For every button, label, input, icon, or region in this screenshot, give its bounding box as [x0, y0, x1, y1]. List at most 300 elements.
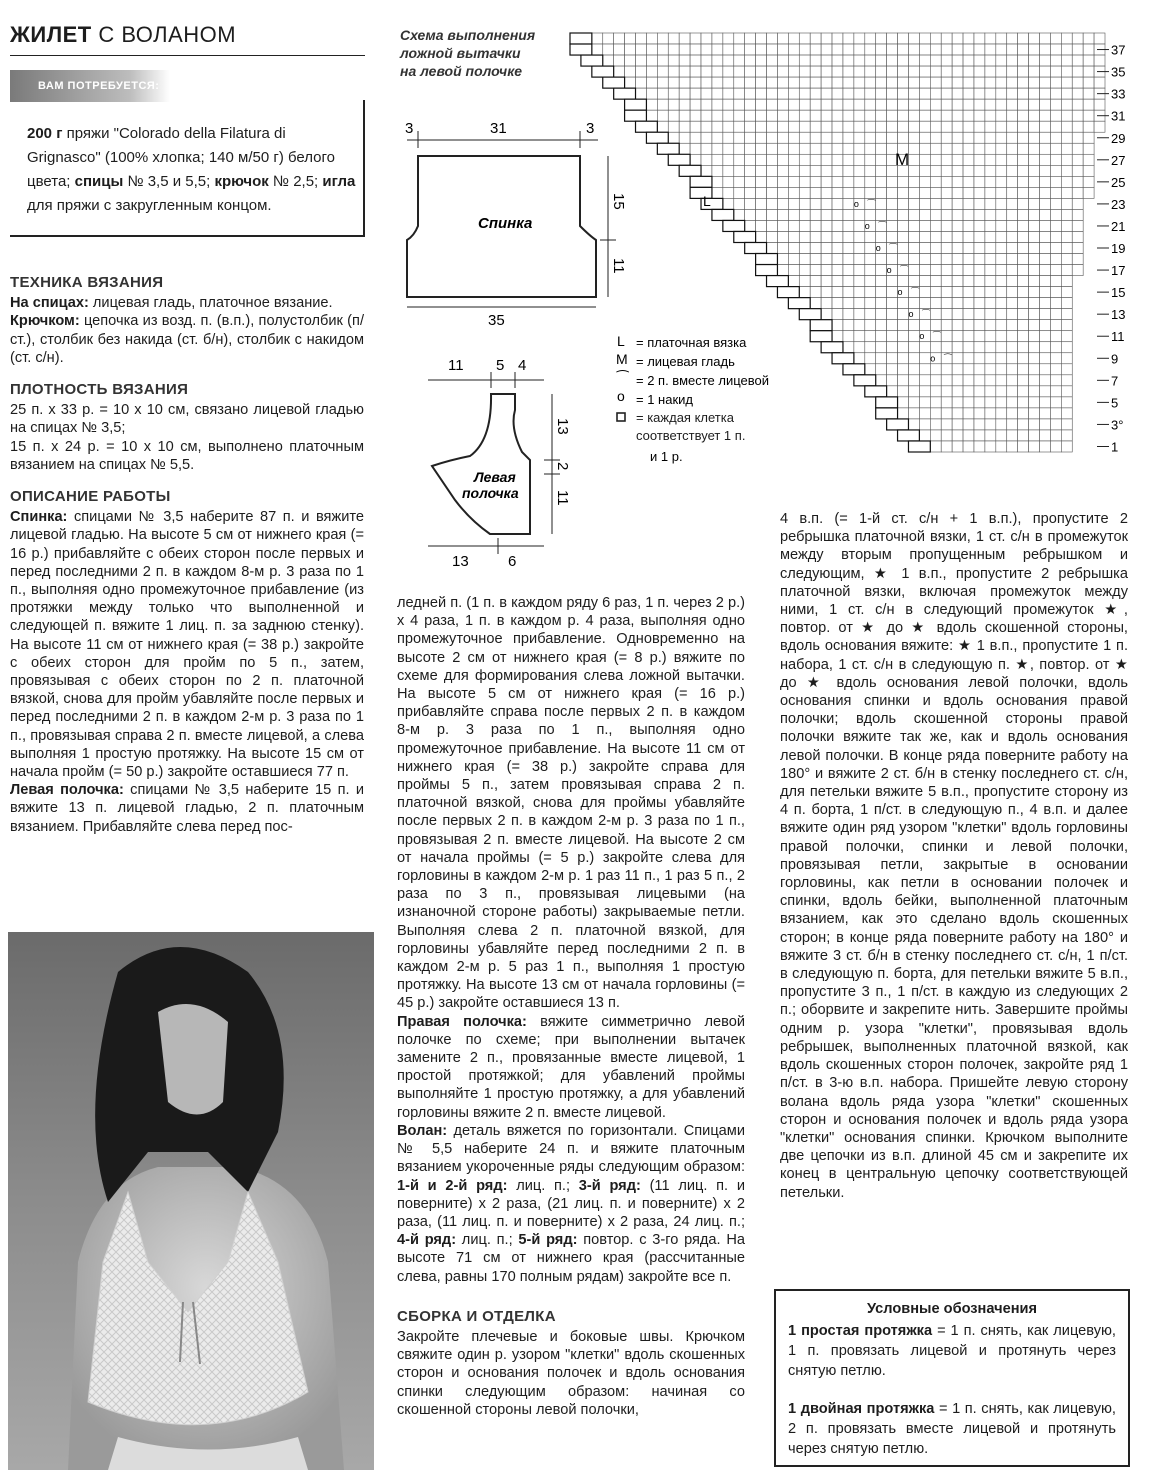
chart-cell	[898, 386, 909, 397]
chart-cell	[734, 176, 745, 187]
density-2: 15 п. х 24 р. = 10 х 10 см, выполнено платочным вязанием на спицах № 5,5.	[10, 438, 364, 473]
chart-cell	[799, 33, 810, 44]
materials-text: 200 г пряжи "Colorado della Filatura di Grignasco" (100% хлопка; 140 м/50 г) белого цвета; спицы № 3,5 и 5,5; крючок № 2,5; игла для пряжи с закругленным концом.	[27, 125, 356, 214]
chart-cell	[898, 397, 909, 408]
chart-cell	[592, 44, 603, 55]
chart-cell	[690, 55, 701, 66]
chart-cell	[810, 231, 821, 242]
chart-cell	[919, 198, 930, 209]
chart-cell	[908, 408, 919, 419]
chart-cell	[712, 143, 723, 154]
chart-cell	[930, 132, 941, 143]
chart-cell	[843, 110, 854, 121]
chart-cell	[843, 243, 854, 254]
chart-cell	[1061, 298, 1072, 309]
chart-cell	[974, 276, 985, 287]
chart-cell	[985, 243, 996, 254]
chart-cell	[832, 231, 843, 242]
chart-cell	[1007, 342, 1018, 353]
chart-cell	[985, 408, 996, 419]
chart-cell	[756, 165, 767, 176]
chart-cell	[996, 408, 1007, 419]
chart-cell	[941, 154, 952, 165]
chart-cell	[1018, 165, 1029, 176]
chart-cell	[756, 220, 767, 231]
chart-cell	[1061, 33, 1072, 44]
chart-cell	[996, 66, 1007, 77]
chart-cell	[668, 77, 679, 88]
chart-cell	[974, 88, 985, 99]
chart-cell	[843, 176, 854, 187]
chart-cell	[865, 243, 876, 254]
yarn-over-icon: o	[853, 198, 859, 209]
chart-cell	[1083, 165, 1094, 176]
chart-cell	[898, 99, 909, 110]
chart-cell	[963, 375, 974, 386]
chart-cell	[1029, 353, 1040, 364]
chart-cell	[636, 88, 647, 99]
chart-cell	[777, 44, 788, 55]
chart-cell	[887, 287, 898, 298]
chart-cell	[810, 187, 821, 198]
chart-cell	[1018, 55, 1029, 66]
chart-cell	[898, 254, 909, 265]
chart-cell	[810, 132, 821, 143]
chart-cell	[799, 176, 810, 187]
technique-hook: Крючком: цепочка из возд. п. (в.п.), полустолбик (п/ст.), столбик без накида (ст. б/н), столбик с накидом (ст. с/н).	[10, 313, 364, 366]
chart-cell	[745, 220, 756, 231]
chart-cell	[625, 77, 636, 88]
symbols-box	[774, 1289, 1130, 1467]
chart-cell	[876, 66, 887, 77]
chart-cell	[767, 176, 778, 187]
chart-cell	[1061, 375, 1072, 386]
chart-cell	[1029, 430, 1040, 441]
chart-cell	[996, 44, 1007, 55]
chart-cell	[996, 309, 1007, 320]
chart-cell	[843, 320, 854, 331]
chart-cell	[908, 419, 919, 430]
chart-cell	[1039, 243, 1050, 254]
chart-cell	[1007, 419, 1018, 430]
chart-cell	[756, 33, 767, 44]
chart-cell	[1050, 165, 1061, 176]
chart-cell	[1061, 419, 1072, 430]
chart-cell	[941, 276, 952, 287]
chart-cell	[1094, 121, 1105, 132]
front-label-1: Левая	[474, 469, 516, 485]
chart-cell	[865, 187, 876, 198]
chart-cell	[1072, 132, 1083, 143]
chart-cell	[788, 99, 799, 110]
finishing-instructions: 4 в.п. (= 1-й ст. с/н + 1 в.п.), пропустите 2 ребрышка платочной вязки, 1 ст. с/н в промежуток между вторым пропущенным ребрышком и следующим, ★ 1 в.п., пропустите 2 ребрышка платочной вязки, включая промежуток между ними, 1 ст. с/н в следующий промежуток ★, повтор. от ★ до ★ вдоль скошенной стороны, вдоль основания вяжите: ★ 1 в.п., пропустите 1 п. набора, 1 ст. с/н в следующую п. ★, повтор. от ★ до ★ вдоль основания левой полочки, вдоль основания спинки и вдоль основания правой полочки; вдоль скошенной стороны правой полочки вяжите так же, как и вдоль основания левой полочки. В конце ряда поверните работу на 180° и вяжите 2 ст. б/н в стенку последнего ст. с/н, для петельки вяжите 5 в.п., пропустите сторону из 4 п. борта, 1 п/ст. в следующую п., 4 в.п. и далее вяжите один ряд узором "клетки" вдоль горловины правой полочки, спинки и левой полочки, провязывая петли, закрытые в основании горловины, как петли в основании полочек и спинки, вдоль бейки, выполненной платочным вязанием, как это сделано вдоль скошенных сторон; в конце ряда поверните работу на 180° и вяжите 3 ст. б/н в стенку последнего ст. с/н, 1 п/ст. в следующую п. борта, для петельки вяжите 5 в.п., пропустите 3 п., 1 п/ст. в каждую из следующих 2 п.; оборвите и закрепите нить. Завершите проймы одним р. узора "клетки", провязывая вдоль ребрышек, выполненных платочной вязкой, как вдоль скошенных сторон полочек, закройте ряд 1 п/ст. в 3-ю в.п. набора. Пришейте левую сторону волана вдоль ряда узора "клетки" скошенных сторон и основания полочек и вдоль ряда узора "клетки" основания спинки. Крючком выполните две цепочки из в.п. длиной 45 см и закрепите их конец в центральную цепочку соответствующей петельки.	[780, 511, 1128, 1201]
chart-cell	[625, 33, 636, 44]
chart-cell	[854, 154, 865, 165]
row-label-21: 21	[1111, 218, 1126, 234]
chart-cell	[767, 66, 778, 77]
chart-cell	[690, 66, 701, 77]
chart-cell	[865, 143, 876, 154]
chart-cell	[1083, 187, 1094, 198]
chart-cell	[919, 88, 930, 99]
legend-square-icon	[617, 413, 625, 421]
chart-cell	[1050, 33, 1061, 44]
chart-cell	[919, 419, 930, 430]
chart-cell	[1029, 165, 1040, 176]
chart-cell	[1029, 243, 1040, 254]
chart-cell	[941, 375, 952, 386]
chart-cell	[1007, 187, 1018, 198]
chart-cell	[1029, 121, 1040, 132]
chart-cell	[963, 55, 974, 66]
chart-cell	[701, 33, 712, 44]
chart-cell	[1050, 66, 1061, 77]
chart-cell	[930, 397, 941, 408]
chart-cell	[657, 110, 668, 121]
chart-cell	[1007, 320, 1018, 331]
chart-cell	[952, 176, 963, 187]
chart-cell	[941, 287, 952, 298]
chart-cell	[799, 143, 810, 154]
chart-cell	[963, 276, 974, 287]
chart-cell	[952, 77, 963, 88]
chart-cell	[1029, 309, 1040, 320]
chart-cell	[941, 77, 952, 88]
chart-cell	[788, 209, 799, 220]
chart-cell	[767, 243, 778, 254]
chart-cell	[668, 110, 679, 121]
chart-cell	[1061, 397, 1072, 408]
chart-cell	[1018, 441, 1029, 452]
chart-cell	[898, 353, 909, 364]
chart-cell	[1018, 88, 1029, 99]
chart-cell	[854, 209, 865, 220]
chart-edge-cell	[777, 287, 799, 298]
chart-cell	[1050, 265, 1061, 276]
chart-cell	[810, 55, 821, 66]
chart-cell	[690, 77, 701, 88]
chart-cell	[930, 99, 941, 110]
chart-cell	[985, 231, 996, 242]
chart-cell	[657, 77, 668, 88]
chart-cell	[1039, 154, 1050, 165]
chart-cell	[952, 154, 963, 165]
chart-cell	[1072, 88, 1083, 99]
chart-cell	[908, 353, 919, 364]
chart-cell	[788, 276, 799, 287]
chart-cell	[1029, 276, 1040, 287]
chart-cell	[876, 110, 887, 121]
chart-cell	[876, 375, 887, 386]
k2tog-icon: ⁀	[944, 353, 952, 364]
chart-cell	[908, 198, 919, 209]
chart-cell	[712, 154, 723, 165]
chart-cell	[1039, 254, 1050, 265]
chart-cell	[1039, 165, 1050, 176]
chart-cell	[963, 121, 974, 132]
chart-cell	[1007, 132, 1018, 143]
chart-cell	[1007, 165, 1018, 176]
chart-cell	[668, 66, 679, 77]
chart-cell	[919, 375, 930, 386]
chart-cell	[996, 430, 1007, 441]
chart-cell	[756, 77, 767, 88]
chart-cell	[646, 99, 657, 110]
chart-cell	[821, 88, 832, 99]
chart-cell	[898, 320, 909, 331]
chart-cell	[1072, 44, 1083, 55]
chart-cell	[1050, 408, 1061, 419]
chart-cell	[908, 209, 919, 220]
chart-cell	[941, 165, 952, 176]
chart-cell	[985, 176, 996, 187]
chart-cell	[1061, 231, 1072, 242]
chart-cell	[930, 419, 941, 430]
legend-text-2: = лицевая гладь	[636, 354, 735, 369]
chart-cell	[963, 66, 974, 77]
chart-cell	[1029, 176, 1040, 187]
chart-cell	[701, 143, 712, 154]
chart-cell	[788, 77, 799, 88]
chart-cell	[1007, 441, 1018, 452]
chart-cell	[1061, 386, 1072, 397]
chart-cell	[1039, 187, 1050, 198]
chart-cell	[898, 66, 909, 77]
chart-cell	[799, 154, 810, 165]
chart-cell	[974, 397, 985, 408]
chart-cell	[1072, 220, 1083, 231]
chart-cell	[646, 44, 657, 55]
chart-cell	[930, 276, 941, 287]
chart-cell	[1039, 408, 1050, 419]
chart-cell	[1029, 154, 1040, 165]
chart-cell	[919, 132, 930, 143]
chart-cell	[788, 198, 799, 209]
chart-cell	[767, 99, 778, 110]
chart-cell	[1050, 364, 1061, 375]
chart-cell	[1018, 364, 1029, 375]
chart-cell	[788, 231, 799, 242]
chart-cell	[788, 66, 799, 77]
yarn-over-icon: o	[864, 220, 870, 231]
chart-cell	[767, 77, 778, 88]
chart-cell	[985, 77, 996, 88]
chart-cell	[952, 298, 963, 309]
chart-cell	[919, 265, 930, 276]
row-label-23: 23	[1111, 196, 1126, 212]
chart-cell	[876, 209, 887, 220]
chart-cell	[821, 121, 832, 132]
chart-cell	[843, 121, 854, 132]
chart-cell	[908, 33, 919, 44]
chart-cell	[1050, 154, 1061, 165]
chart-cell	[745, 132, 756, 143]
chart-cell	[1039, 110, 1050, 121]
chart-cell	[985, 132, 996, 143]
chart-cell	[1029, 220, 1040, 231]
chart-cell	[996, 419, 1007, 430]
chart-cell	[1072, 66, 1083, 77]
chart-cell	[646, 33, 657, 44]
chart-cell	[734, 110, 745, 121]
chart-cell	[832, 309, 843, 320]
chart-cell	[985, 265, 996, 276]
chart-cell	[876, 44, 887, 55]
chart-cell	[941, 386, 952, 397]
chart-cell	[1007, 55, 1018, 66]
flounce-instructions: Волан: деталь вяжется по горизонтали. Спицами № 5,5 наберите 24 п. и вяжите платочным вязанием укороченные ряды следующим образом: 1-й и 2-й ряд: лиц. п.; 3-й ряд: (11 лиц. п. и поверните) х 2 раза, (21 лиц. п. и поверните) х 2 раза, (11 лиц. п. и поверните) х 2 раза, 24 лиц. п.; 4-й ряд: лиц. п.; 5-й ряд: повтор. с 3-го ряда. На высоте 71 см от нижнего края (рассчитанные слева, равны 170 полным рядам) закройте все п.	[397, 1122, 746, 1285]
chart-edge-cell	[657, 143, 679, 154]
chart-cell	[1061, 441, 1072, 452]
chart-cell	[908, 165, 919, 176]
chart-cell	[865, 287, 876, 298]
chart-cell	[788, 187, 799, 198]
chart-cell	[941, 121, 952, 132]
chart-cell	[832, 99, 843, 110]
chart-cell	[788, 143, 799, 154]
chart-cell	[974, 209, 985, 220]
chart-cell	[832, 209, 843, 220]
chart-cell	[887, 99, 898, 110]
chart-cell	[963, 187, 974, 198]
chart-cell	[865, 320, 876, 331]
chart-cell	[930, 320, 941, 331]
chart-cell	[854, 254, 865, 265]
chart-cell	[1039, 441, 1050, 452]
chart-cell	[908, 386, 919, 397]
chart-cell	[810, 66, 821, 77]
chart-cell	[865, 209, 876, 220]
chart-cell	[941, 209, 952, 220]
chart-edge-cell	[865, 386, 887, 397]
row-label-25: 25	[1111, 174, 1126, 190]
chart-cell	[865, 33, 876, 44]
section-assembly-heading: СБОРКА И ОТДЕЛКА	[397, 1307, 556, 1325]
chart-cell	[690, 33, 701, 44]
chart-cell	[734, 55, 745, 66]
chart-cell	[854, 44, 865, 55]
chart-cell	[756, 176, 767, 187]
chart-cell	[679, 132, 690, 143]
chart-cell	[843, 88, 854, 99]
chart-cell	[843, 298, 854, 309]
chart-cell	[1018, 66, 1029, 77]
chart-cell	[767, 231, 778, 242]
chart-cell	[603, 33, 614, 44]
chart-cell	[745, 110, 756, 121]
chart-cell	[1018, 121, 1029, 132]
chart-cell	[865, 110, 876, 121]
chart-cell	[777, 121, 788, 132]
chart-cell	[799, 209, 810, 220]
chart-cell	[777, 154, 788, 165]
chart-cell	[930, 77, 941, 88]
chart-cell	[952, 121, 963, 132]
chart-cell	[963, 110, 974, 121]
chart-cell	[712, 121, 723, 132]
chart-cell	[996, 364, 1007, 375]
chart-cell	[1018, 419, 1029, 430]
chart-cell	[1007, 220, 1018, 231]
chart-cell	[996, 99, 1007, 110]
chart-edge-cell	[646, 132, 668, 143]
chart-cell	[898, 408, 909, 419]
front-dim-top-c: 4	[518, 357, 527, 374]
chart-cell	[1061, 320, 1072, 331]
chart-cell	[1050, 353, 1061, 364]
chart-cell	[974, 364, 985, 375]
chart-cell	[799, 276, 810, 287]
chart-cell	[832, 77, 843, 88]
chart-cell	[821, 287, 832, 298]
chart-cell	[810, 143, 821, 154]
k2tog-icon: ⁀	[867, 198, 876, 209]
chart-cell	[810, 198, 821, 209]
chart-cell	[876, 231, 887, 242]
chart-cell	[832, 44, 843, 55]
chart-cell	[690, 132, 701, 143]
chart-legend	[616, 333, 786, 465]
chart-cell	[974, 33, 985, 44]
chart-cell	[898, 132, 909, 143]
chart-cell	[1039, 121, 1050, 132]
chart-cell	[996, 121, 1007, 132]
chart-cell	[1029, 110, 1040, 121]
chart-cell	[1018, 143, 1029, 154]
chart-cell	[919, 220, 930, 231]
chart-cell	[985, 154, 996, 165]
chart-cell	[690, 143, 701, 154]
back-dim-side-lower: 11	[610, 258, 627, 274]
chart-cell	[734, 165, 745, 176]
chart-cell	[930, 33, 941, 44]
chart-cell	[1018, 231, 1029, 242]
chart-cell	[636, 44, 647, 55]
chart-cell	[734, 66, 745, 77]
chart-cell	[974, 231, 985, 242]
chart-cell	[930, 88, 941, 99]
chart-cell	[1039, 364, 1050, 375]
chart-cell	[723, 77, 734, 88]
chart-cell	[985, 187, 996, 198]
chart-cell	[996, 265, 1007, 276]
chart-cell	[679, 99, 690, 110]
chart-cell	[1050, 375, 1061, 386]
chart-cell	[734, 198, 745, 209]
chart-cell	[1018, 298, 1029, 309]
chart-cell	[876, 265, 887, 276]
chart-cell	[1050, 419, 1061, 430]
chart-cell	[898, 44, 909, 55]
row-label-13: 13	[1111, 307, 1126, 323]
chart-cell	[952, 309, 963, 320]
chart-cell	[1072, 254, 1083, 265]
chart-cell	[876, 276, 887, 287]
chart-cell	[941, 364, 952, 375]
chart-cell	[1029, 397, 1040, 408]
chart-cell	[963, 408, 974, 419]
symbol-double-pull: 1 двойная протяжка = 1 п. снять, как лицевую, 2 п. провязать вместе лицевой и протянуть через снятую петлю.	[788, 1401, 1116, 1457]
chart-cell	[701, 55, 712, 66]
chart-cell	[963, 176, 974, 187]
chart-cell	[1050, 110, 1061, 121]
chart-cell	[854, 309, 865, 320]
chart-cell	[1029, 441, 1040, 452]
chart-cell	[1018, 375, 1029, 386]
chart-cell	[887, 66, 898, 77]
chart-cell	[745, 66, 756, 77]
chart-edge-cell	[876, 397, 898, 408]
